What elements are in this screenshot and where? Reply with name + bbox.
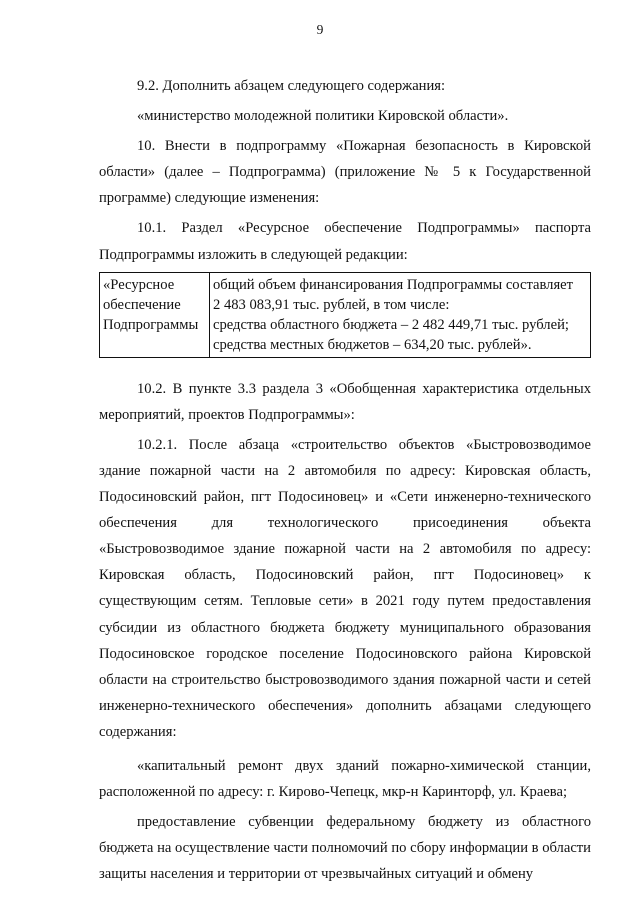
- table-right-line: средства областного бюджета – 2 482 449,71 тыс. рублей;: [213, 316, 569, 333]
- paragraph-9-2: 9.2. Дополнить абзацем следующего содержания:: [137, 78, 446, 94]
- table-cell-right: [210, 272, 591, 357]
- table-left-line: «Ресурсное: [103, 276, 175, 293]
- paragraph-capital-repair: «капитальный ремонт двух зданий пожарно-химической станции, расположенной по адресу: г. Кирово-Чепецк, мкр-н Каринторф, ул. Краева;: [99, 757, 591, 801]
- table-right-line: 2 483 083,91 тыс. рублей, в том числе:: [213, 296, 450, 313]
- table-right-line: общий объем финансирования Подпрограммы составляет: [213, 276, 574, 293]
- table-left-line: Подпрограммы: [103, 316, 199, 333]
- paragraph-subvention: предоставление субвенции федеральному бюджету из областного бюджета на осуществление части полномочий по сбору информации в области защиты населения и территории от чрезвычайных ситуаций и обмену: [99, 814, 591, 883]
- paragraph-10-1: 10.1. Раздел «Ресурсное обеспечение Подпрограммы» паспорта Подпрограммы изложить в следующей редакции:: [99, 220, 591, 263]
- table-left-line: обеспечение: [103, 296, 181, 313]
- paragraph-10: 10. Внести в подпрограмму «Пожарная безопасность в Кировской области» (далее – Подпрограмма) (приложение № 5 к Государственной программе) следующие изменения:: [99, 138, 591, 207]
- paragraph-10-2-1: 10.2.1. После абзаца «строительство объектов «Быстровозводимое здание пожарной части на 2 автомобиля по адресу: Кировская область, Подосиновский район, пгт Подосиновец» и «Сети инженерно-технического обеспечения для технологического присоединения объекта «Быстровозводимое здание пожарной части на 2 автомобиля по адресу: Кировская область, Подосиновский район, пгт Подосиновец» к существующим сетям. Тепловые сети» в 2021 году путем предоставления субсидии из областного бюджета бюджету муниципального образования Подосиновское городское поселение Подосиновского района Кировской области на строительство быстровозводимого здания пожарной части и сетей инженерно-технического обеспечения» дополнить абзацами следующего содержания:: [99, 436, 591, 740]
- paragraph-ministry-quote: «министерство молодежной политики Кировской области».: [137, 108, 509, 125]
- table-right-line: средства местных бюджетов – 634,20 тыс. рублей».: [213, 336, 532, 353]
- table-row: [100, 272, 591, 357]
- page-number: 9: [316, 22, 324, 37]
- resource-table: [99, 272, 591, 358]
- document-body: [99, 73, 591, 891]
- paragraph-10-2: 10.2. В пункте 3.3 раздела 3 «Обобщенная характеристика отдельных мероприятий, проектов Подпрограммы»:: [99, 380, 591, 423]
- table-cell-left: [100, 272, 210, 357]
